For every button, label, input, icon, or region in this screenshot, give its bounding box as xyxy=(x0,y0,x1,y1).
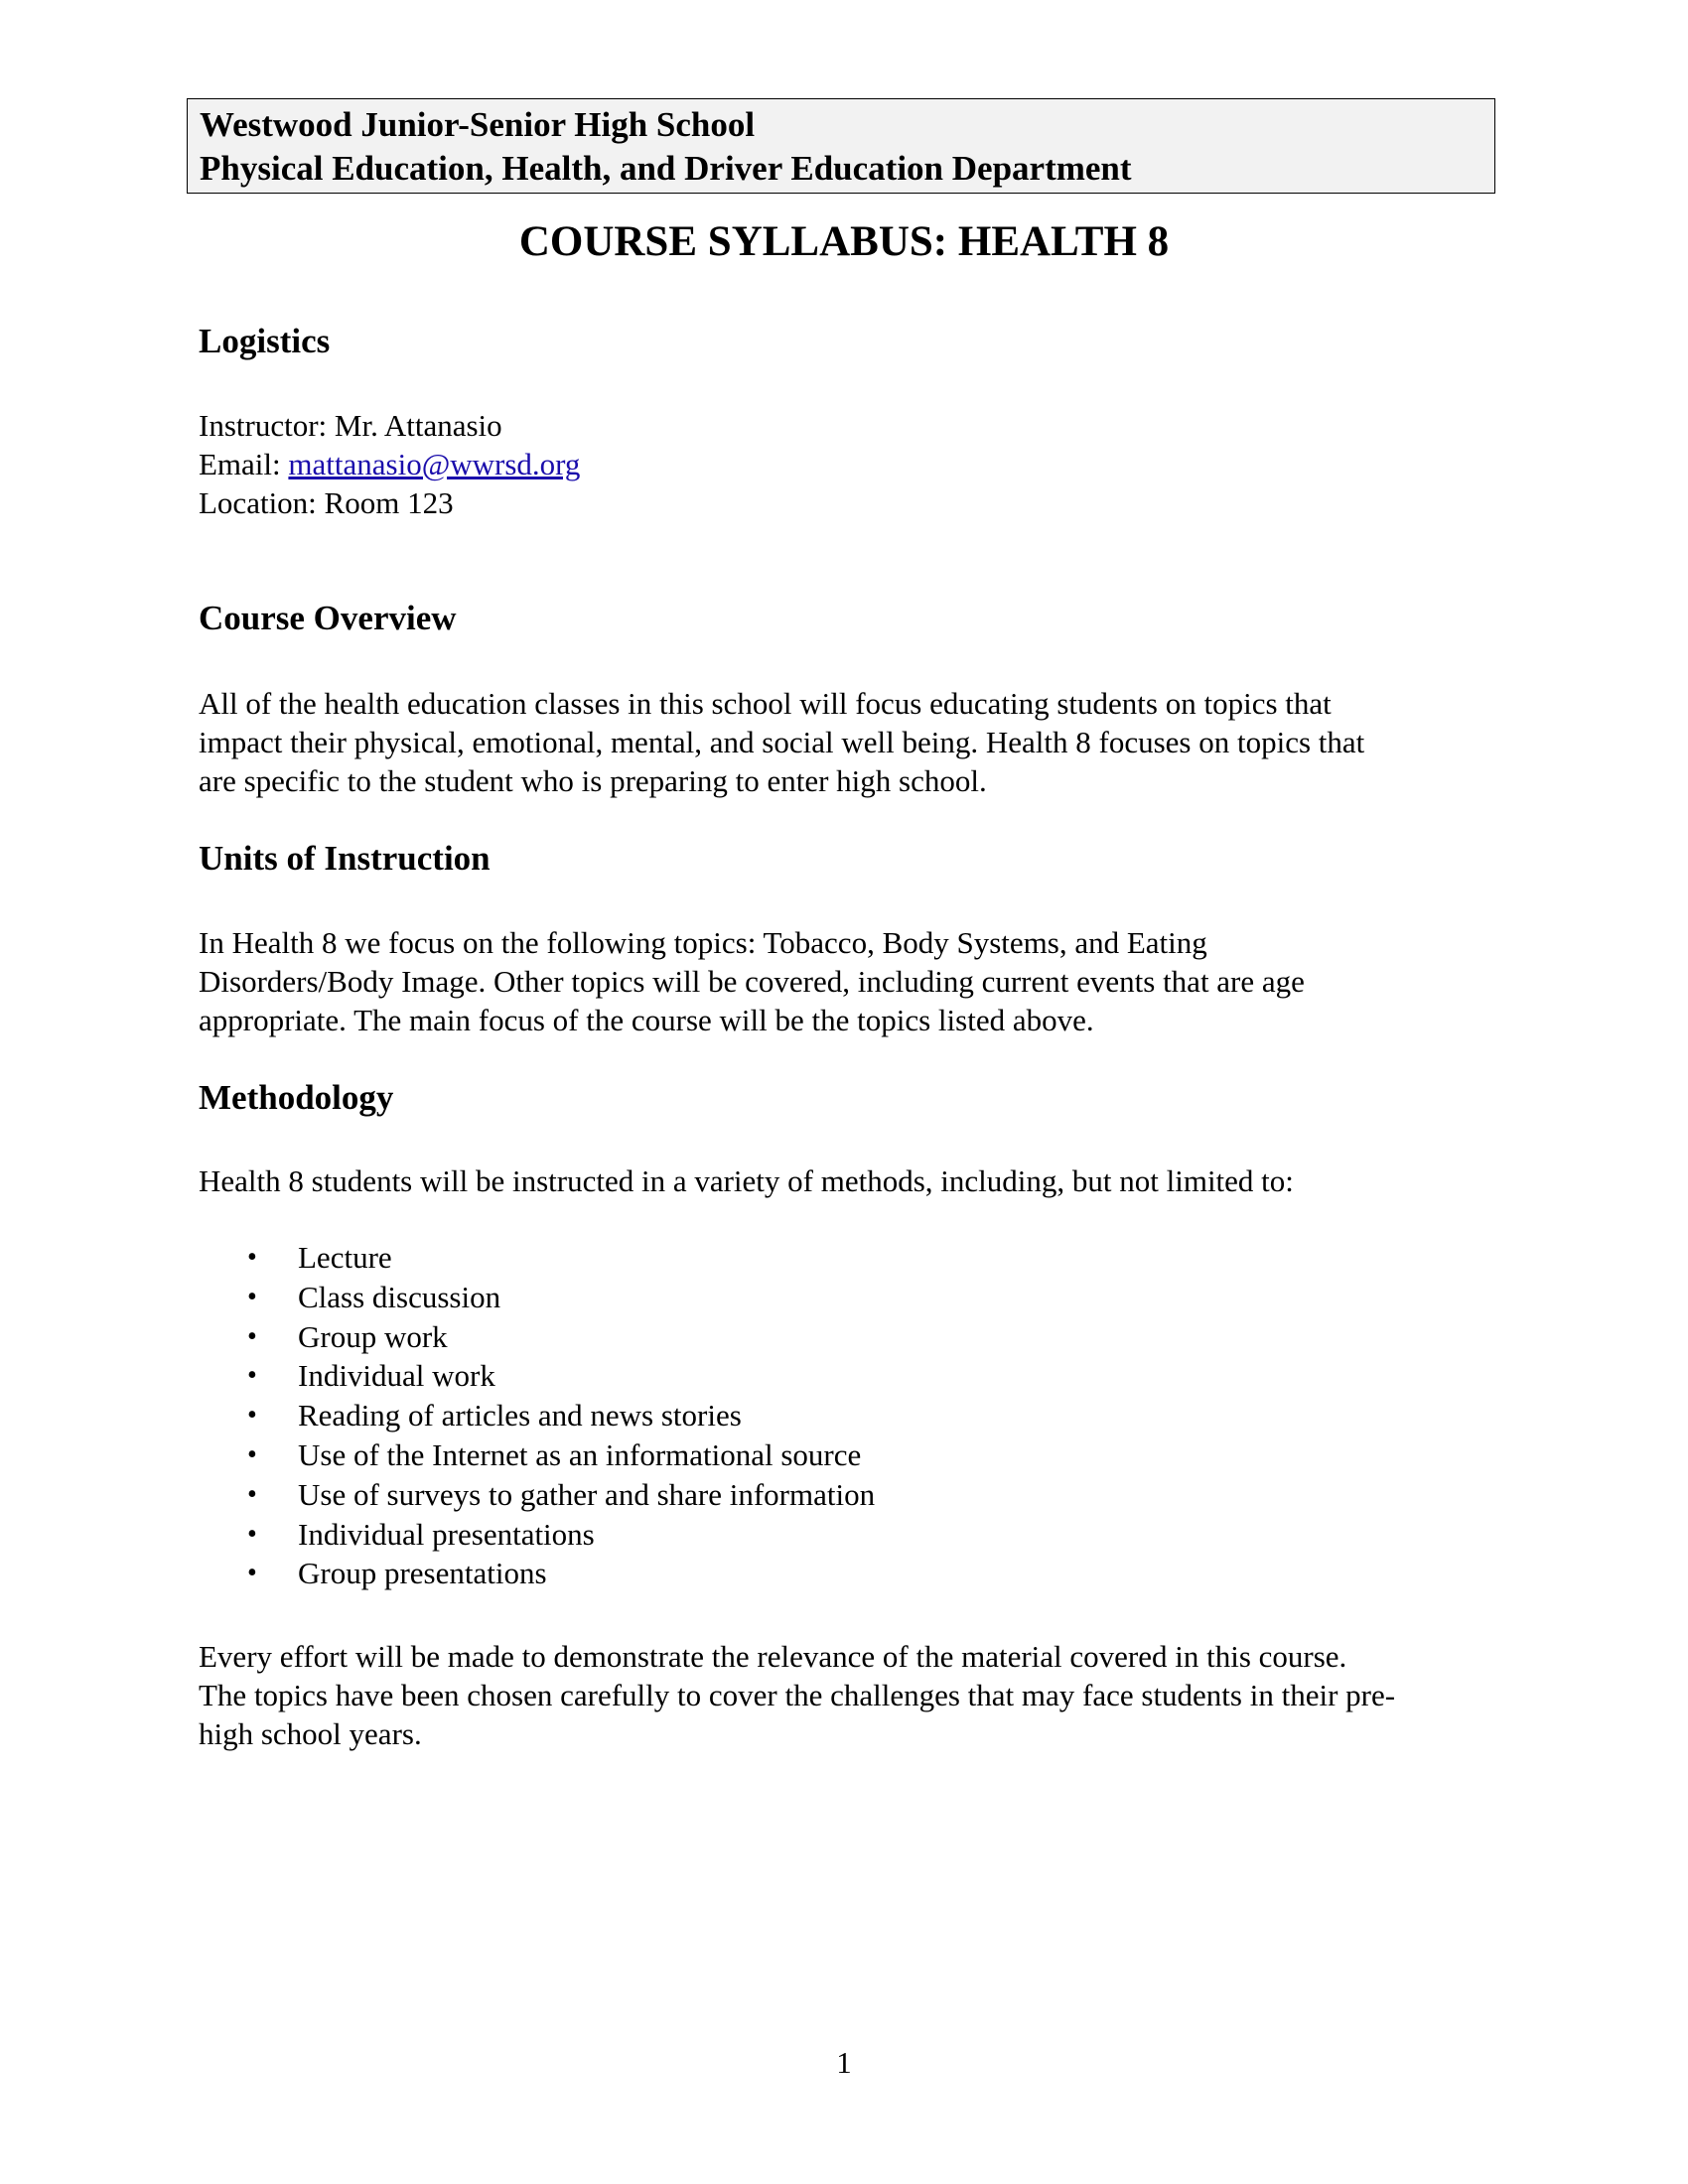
units-line: In Health 8 we focus on the following topics: Tobacco, Body Systems, and Eating xyxy=(199,925,1207,960)
list-item-label: Use of the Internet as an informational source xyxy=(298,1436,862,1472)
list-item-label: Lecture xyxy=(298,1240,392,1275)
bullet-icon: • xyxy=(247,1400,257,1432)
methodology-heading: Methodology xyxy=(199,1078,394,1117)
overview-line: All of the health education classes in this school will focus educating students on topics that xyxy=(199,686,1332,721)
closing-line: Every effort will be made to demonstrate the relevance of the material covered in this course. xyxy=(199,1639,1347,1674)
bullet-icon: • xyxy=(247,1478,257,1510)
list-item-label: Group presentations xyxy=(298,1556,547,1591)
department-name: Physical Education, Health, and Driver Education Department xyxy=(200,149,1132,188)
list-item-label: Group work xyxy=(298,1318,448,1354)
course-overview-heading: Course Overview xyxy=(199,599,457,637)
bullet-icon: • xyxy=(247,1438,257,1470)
bullet-icon: • xyxy=(247,1360,257,1392)
bullet-icon: • xyxy=(247,1518,257,1550)
location-line xyxy=(199,483,454,522)
email-link[interactable]: mattanasio@wwrsd.org xyxy=(288,447,581,481)
list-item-label: Individual work xyxy=(298,1358,495,1394)
list-item-label: Reading of articles and news stories xyxy=(298,1398,742,1433)
closing-line: The topics have been chosen carefully to cover the challenges that may face students in their pre- xyxy=(199,1678,1396,1712)
units-line: appropriate. The main focus of the course will be the topics listed above. xyxy=(199,1003,1094,1037)
bullet-icon: • xyxy=(247,1320,257,1352)
page-title: COURSE SYLLABUS: HEALTH 8 xyxy=(518,218,1170,265)
email-label: Email: xyxy=(199,447,289,481)
page-number: 1 xyxy=(836,2045,852,2080)
school-header-box xyxy=(187,98,1495,194)
bullet-icon: • xyxy=(247,1558,257,1589)
instructor-line xyxy=(199,406,502,445)
logistics-heading: Logistics xyxy=(199,322,331,360)
units-line: Disorders/Body Image. Other topics will be covered, including current events that are age xyxy=(199,964,1305,999)
list-item-label: Individual presentations xyxy=(298,1516,595,1552)
school-name: Westwood Junior-Senior High School xyxy=(200,105,756,144)
bullet-icon: • xyxy=(247,1281,257,1312)
email-line xyxy=(199,445,580,483)
location-value: Room 123 xyxy=(324,485,454,520)
methodology-intro: Health 8 students will be instructed in a variety of methods, including, but not limited to: xyxy=(199,1163,1294,1198)
instructor-label: Instructor: xyxy=(199,408,335,443)
list-item-label: Class discussion xyxy=(298,1279,501,1314)
bullet-icon: • xyxy=(247,1242,257,1273)
instructor-value: Mr. Attanasio xyxy=(334,408,502,443)
location-label: Location: xyxy=(199,485,325,520)
overview-line: are specific to the student who is preparing to enter high school. xyxy=(199,763,987,798)
list-item-label: Use of surveys to gather and share information xyxy=(298,1476,876,1512)
units-heading: Units of Instruction xyxy=(199,839,491,878)
closing-line: high school years. xyxy=(199,1716,422,1751)
overview-line: impact their physical, emotional, mental, and social well being. Health 8 focuses on topics that xyxy=(199,725,1365,759)
